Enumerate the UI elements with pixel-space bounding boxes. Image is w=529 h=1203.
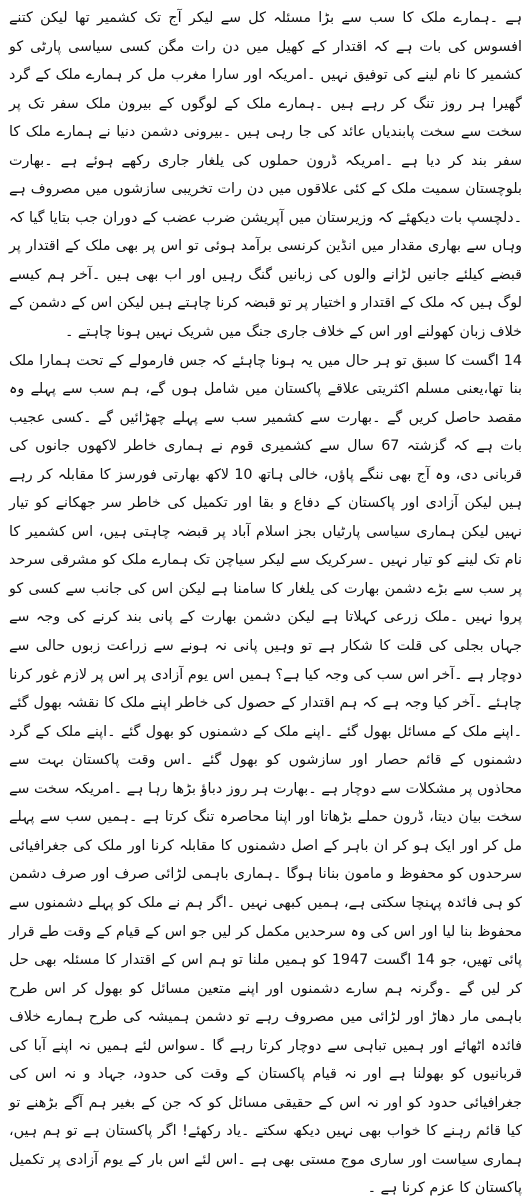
article-paragraph-2: 14 اگست کا سبق تو ہر حال میں یہ ہونا چاہئے کہ جس فارمولے کے تحت ہمارا ملک بنا تھا،یعنی مسلم اکثریتی علاقے پاکستان میں شامل ہوں گے، ہم سب سے پہلے وہ مقصد حاصل کریں گے ۔بھارت سے کشمیر سب سے پہلے چھڑائیں گے ۔کسی عجیب بات ہے کہ گزشتہ 67 سال سے کشمیری قوم نے ہماری خاطر لاکھوں جانوں کی قربانی دی، وہ آج بھی ننگے پاؤں، خالی ہاتھ 10 لاکھ بھارتی فورسز کا مقابلہ کر رہے ہیں لیکن آزادی اور پاکستان کے دفاع و بقا اور تکمیل کی خاطر سر جھکانے کو تیار نہیں لیکن ہماری سیاسی پارٹیاں بجز اسلام آباد پر قبضہ چاہتی ہیں، اس کشمیر کا نام تک لینے کو تیار نہیں ۔سرکریک سے لیکر سیاچن تک ہمارے ملک کو مشرقی سرحد پر سب سے بڑے دشمن بھارت کی یلغار کا سامنا ہے لیکن اس کی جانب سے کسی کو پروا نہیں ۔ملک زرعی کہلاتا ہے لیکن دشمن بھارت کے پانی بند کرنے کی وجہ سے جہاں بجلی کی قلت کا شکار ہے تو وہیں پانی نہ ہونے سے زراعت زبوں حالی سے دوچار ہے ۔آخر اس سب کی وجہ کیا ہے؟ ہمیں اس یوم آزادی پر اس پر لازم غور کرنا چاہئے ۔آخر کیا وجہ ہے کہ ہم اقتدار کے حصول کی خاطر اپنے ملک کا نقشہ بھول گئے ۔اپنے ملک کے مسائل بھول گئے ۔اپنے ملک کے دشمنوں کو بھول گئے ۔اپنے ملک کے گرد دشمنوں کے قائم حصار اور سازشوں کو بھول گئے ۔اس وقت پاکستان بہت سے محاذوں پر مشکلات سے دوچار ہے ۔بھارت ہر روز دباؤ بڑھا رہا ہے ۔امریکہ سخت سے سخت بیان دیتا، ڈرون حملے بڑھاتا اور اپنا محاصرہ تنگ کرتا ہے ۔ہمیں سب سے پہلے مل کر اور ایک ہو کر ان باہر کے اصل دشمنوں کا مقابلہ کرنا اور ملک کی جغرافیائی سرحدوں کو محفوظ و مامون بنانا ہوگا ۔ہماری باہمی لڑائی صرف اور صرف دشمن کو ہی فائدہ پہنچا سکتی ہے، ہمیں کبھی نہیں ۔اگر ہم نے ملک کو پہلے دشمنوں سے محفوظ بنا لیا اور اس کی وہ سرحدیں مکمل کر لیں جو اس کے قیام کے وقت طے قرار پائی تھیں، جو 14 اگست 1947 کو ہمیں ملنا تو ہم اس کے اقتدار کا مسئلہ بھی حل کر لیں گے ۔وگرنہ ہم سارے دشمنوں اور اپنے متعین مسائل کو بھول کر اس طرح باہمی مار دھاڑ اور لڑائی میں مصروف رہے تو دشمن ہمیشہ کی طرح ہمارے خلاف فائدہ اٹھائے اور ہمیں تباہی سے دوچار کرتا رہے گا ۔سواس لئے ہمیں نہ اپنے آبا کی قربانیوں کو بھولنا ہے اور نہ قیام پاکستان کے وقت کی حدود، جہاد و نہ اس کی جغرافیائی حدود کو اور نہ اس کے حقیقی مسائل کو کہ جن کے بغیر ہم آگے بڑھنے تو کیا قائم رہنے کا خواب بھی نہیں دیکھ سکتے ۔یاد رکھئے! اگر پاکستان ہے تو ہم ہیں، ہماری سیاست اور ساری موج مستی بھی ہے ۔اس لئے اس بار کے یوم آزادی پر تکمیل پاکستان کا عزم کرنا ہے ۔ xyxy=(9,352,523,1197)
article-paragraph-1: ہے ۔ہمارے ملک کا سب سے بڑا مسئلہ کل سے لیکر آج تک کشمیر تھا لیکن کتنے افسوس کی بات ہے کہ اقتدار کے کھیل میں دن رات مگن کسی سیاسی پارٹی کو کشمیر کا نام لینے کی توفیق نہیں ۔امریکہ اور سارا مغرب مل کر ہمارے ملک کے گرد گھیرا ہر روز تنگ کر رہے ہیں ۔ہمارے ملک کے لوگوں کے بیرون ملک سفر تک پر سخت سے سخت پابندیاں عائد کی جا رہی ہیں ۔بیرونی دشمن دنیا نے ہمارے ملک کا سفر بند کر دیا ہے ۔امریکہ ڈرون حملوں کی یلغار جاری رکھے ہوئے ہے ۔بھارت بلوچستان سمیت ملک کے کئی علاقوں میں دن رات تخریبی سازشوں میں مصروف ہے ۔دلچسپ بات دیکھئے کہ وزیرستان میں آپریشن ضرب عضب کے دوران جب بتایا گیا کہ وہاں سے بھاری مقدار میں انڈین کرنسی برآمد ہوئی تو اس پر بھی ملک کے اقتدار پر قبضے کیلئے جانیں لڑانے والوں کی زبانیں گنگ رہیں اور اب بھی ہیں ۔آخر ہم کیسے لوگ ہیں کہ ملک کے اقتدار و اختیار پر تو قبضہ کرنا چاہتے ہیں لیکن اس کے دشمن کے خلاف زبان کھولنے اور اس کے خلاف جاری جنگ میں شریک نہیں ہونا چاہتے ۔ xyxy=(9,10,522,341)
